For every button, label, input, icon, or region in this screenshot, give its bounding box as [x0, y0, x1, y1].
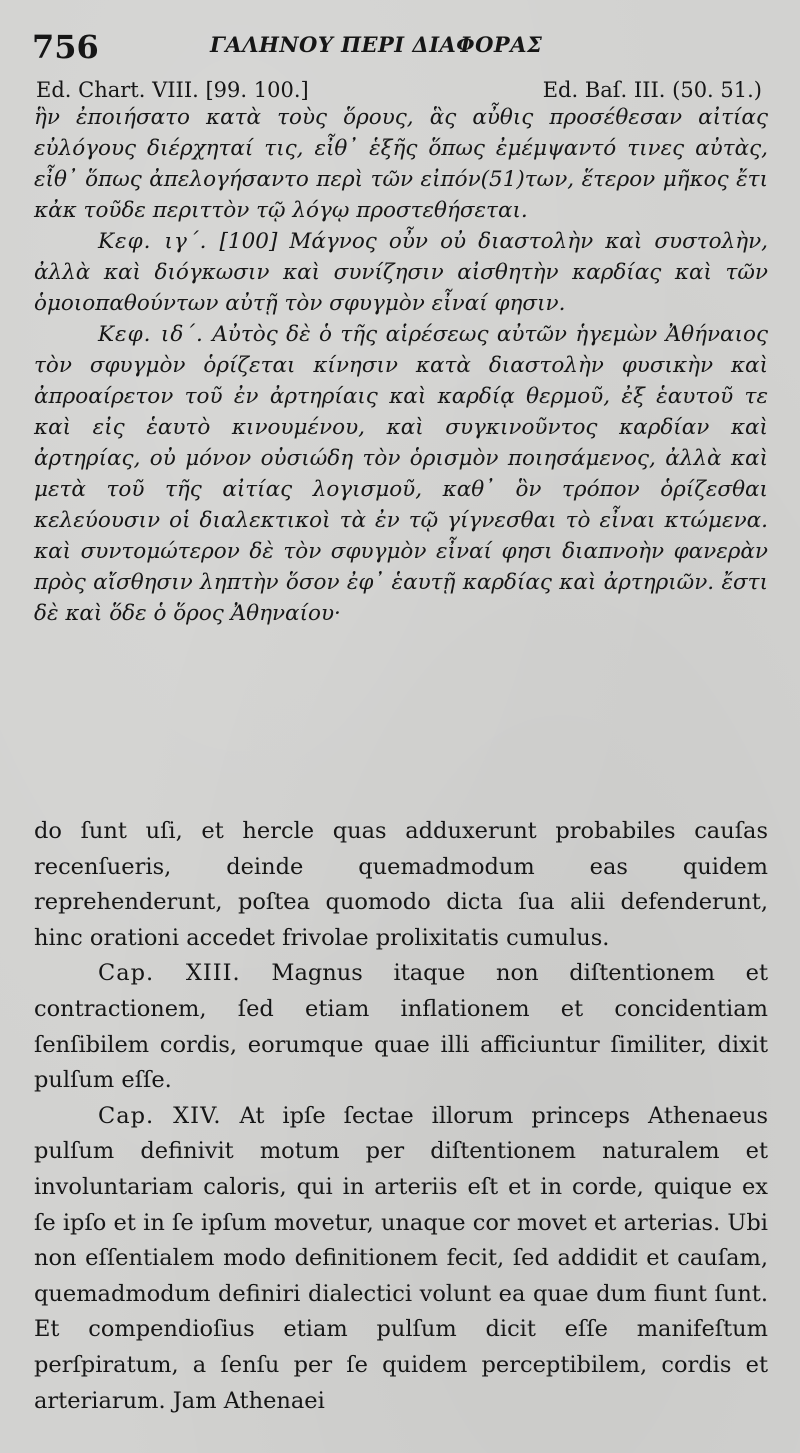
edition-chart-reference: Ed. Chart. VIII. [99. 100.]	[36, 78, 309, 102]
page-header	[32, 24, 760, 68]
latin-paragraph-2-text: Magnus itaque non diſtentionem et contractionem, ſed etiam inflationem et concidentiam ſenſibilem cordis, eorumque quae illi afficiuntur ſimiliter, dixit pulſum eſſe.	[34, 960, 769, 1094]
latin-paragraph-3-text: At ipſe ſectae illorum princeps Athenaeus pulſum definivit motum per diſtentionem naturalem et involuntariam caloris, qui in arteriis eſt et in corde, quique ex ſe ipſo et in ſe ipſum movetur, unaque cor movet et arterias. Ubi non eſſentialem modo definitionem fecit, ſed addidit et cauſam, quemadmodum definiri dialectici volunt ea quae dum fiunt ſunt. Et compendioſius etiam pulſum dicit eſſe manifeſtum perſpiratum, a ſenſu per ſe quidem perceptibilem, cordis et arteriarum. Jam Athenaei	[34, 1102, 768, 1414]
greek-paragraph-2	[34, 226, 768, 319]
latin-chapter-14-label: Cap. XIV.	[98, 1102, 222, 1129]
greek-chapter-14-label: Κεφ. ιδ΄.	[98, 322, 204, 347]
greek-chapter-13-label: Κεφ. ιγ΄.	[98, 229, 208, 254]
greek-paragraph-3-text: Αὐτὸς δὲ ὁ τῆς αἱρέσεως αὐτῶν ἡγεμὼν Ἀθήναιος τὸν σφυγμὸν ὁρίζεται κίνησιν κατὰ διαστολὴν φυσικὴν καὶ ἀπροαίρετον τοῦ ἐν ἀρτηρίαις καὶ καρδίᾳ θερμοῦ, ἐξ ἑαυτοῦ τε καὶ εἰς ἑαυτὸ κινουμένου, καὶ συγκινοῦντος καρδίαν καὶ ἀρτηρίας, οὐ μόνον οὐσιώδη τὸν ὁρισμὸν ποιησάμενος, ἀλλὰ καὶ μετὰ τοῦ τῆς αἰτίας λογισμοῦ, καθ᾽ ὃν τρόπον ὁρίζεσθαι κελεύουσιν οἱ διαλεκτικοὶ τὰ ἐν τῷ γίγνεσθαι τὸ εἶναι κτώμενα. καὶ συντομώτερον δὲ τὸν σφυγμὸν εἶναί φησι διαπνοὴν φανερὰν πρὸς αἴσθησιν ληπτὴν ὅσον ἐφ᾽ ἑαυτῇ καρδίας καὶ ἀρτηριῶν. ἔστι δὲ καὶ ὅδε ὁ ὅρος Ἀθηναίου·	[34, 322, 768, 626]
greek-paragraph-1: ἣν ἐποιήσατο κατὰ τοὺς ὅρους, ἃς αὖθις προσέθεσαν αἰτίας εὐλόγους διέρχηταί τις, εἶθ᾽ ἑξῆς ὅπως ἐμέμψαντό τινες αὐτὰς, εἶθ᾽ ὅπως ἀπελογήσαντο περὶ τῶν εἰπόν(51)των, ἕτερον μῆκος ἔτι κἀκ τοῦδε περιττὸν τῷ λόγῳ προστεθήσεται.	[34, 105, 768, 223]
page-number: 756	[32, 28, 99, 66]
greek-paragraph-3	[34, 319, 768, 629]
latin-text-block	[34, 814, 768, 1419]
latin-chapter-13-label: Cap. XIII.	[98, 960, 241, 987]
latin-paragraph-1: do ſunt uſi, et hercle quas adduxerunt probabiles cauſas recenſueris, deinde quemadmodum eas quidem reprehenderunt, poſtea quomodo dicta ſua alii defenderunt, hinc orationi accedet frivolae prolixitatis cumulus.	[34, 818, 768, 951]
greek-paragraph-2-text: [100] Μάγνος οὖν οὐ διαστολὴν καὶ συστολὴν, ἀλλὰ καὶ διόγκωσιν καὶ συνίζησιν αἰσθητὴν καρδίας καὶ τῶν ὁμοιοπαθούντων αὐτῇ τὸν σφυγμὸν εἶναί φησιν.	[34, 229, 769, 316]
greek-text-block	[34, 102, 768, 629]
latin-paragraph-3	[34, 1099, 768, 1419]
latin-paragraph-2	[34, 956, 768, 1098]
running-title: ΓΑΛΗΝΟΥ ΠΕΡΙ ΔΙΑΦΟΡΑΣ	[210, 32, 543, 57]
edition-basel-reference: Ed. Baſ. III. (50. 51.)	[542, 78, 762, 102]
